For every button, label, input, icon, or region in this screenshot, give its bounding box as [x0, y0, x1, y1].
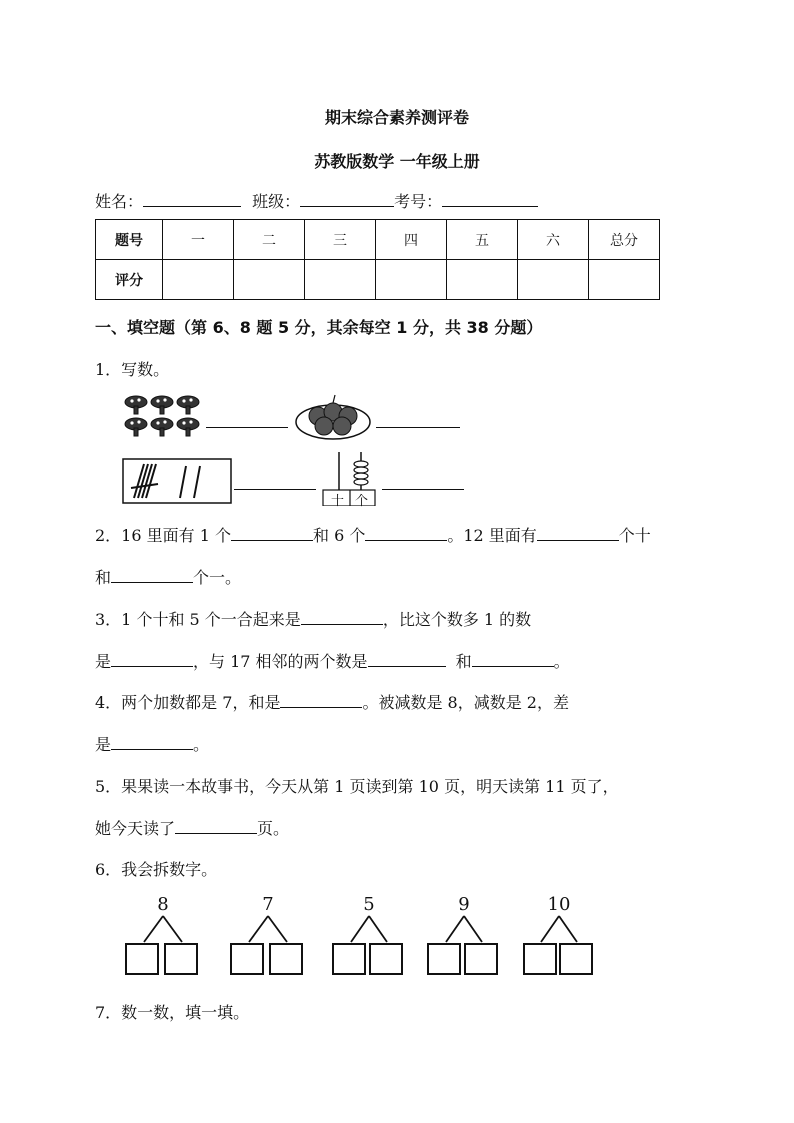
answer-blank[interactable]	[301, 610, 383, 625]
score-table	[95, 219, 660, 300]
score-cell[interactable]	[234, 260, 305, 300]
fruit-plate-icon	[294, 390, 372, 442]
answer-blank[interactable]	[368, 652, 446, 667]
class-field[interactable]	[300, 192, 394, 207]
question-text: 页。	[257, 819, 290, 838]
question-text: 。	[193, 735, 210, 754]
abacus-icon	[321, 452, 377, 506]
question-text: ，比这个数多 1 的数	[382, 610, 532, 629]
exam-no-field[interactable]	[442, 192, 538, 207]
score-cell[interactable]	[518, 260, 589, 300]
question-3-line-2	[95, 649, 570, 672]
decompose-item	[522, 894, 596, 978]
answer-blank[interactable]	[111, 735, 193, 750]
question-5-line-2	[95, 816, 289, 839]
score-cell[interactable]	[589, 260, 660, 300]
question-2-line-2	[95, 565, 241, 588]
question-4-line-1	[95, 690, 569, 713]
exam-title: 期末综合素养测评卷	[324, 108, 469, 127]
sticks-bundle-icon	[122, 458, 232, 504]
decompose-number: 8	[157, 894, 169, 915]
question-2-line-1	[95, 523, 651, 546]
question-5-line-1: 5．果果读一本故事书，今天从第 1 页读到第 10 页，明天读第 11 页了，	[95, 777, 619, 796]
decompose-number: 9	[458, 894, 470, 915]
section-heading: 一、填空题（第 6、8 题 5 分，其余每空 1 分，共 38 分题）	[95, 318, 543, 337]
branch-lines-icon	[426, 914, 502, 944]
answer-box[interactable]	[164, 943, 198, 975]
question-1: 1．写数。	[95, 360, 170, 379]
name-label: 姓名：	[95, 192, 144, 211]
answer-blank[interactable]	[537, 526, 619, 541]
answer-blank[interactable]	[234, 489, 316, 490]
question-text: 。12 里面有	[447, 526, 537, 545]
question-text: 2．16 里面有 1 个	[95, 526, 231, 545]
score-cell[interactable]	[163, 260, 234, 300]
score-table-header-row	[96, 220, 660, 260]
answer-blank[interactable]	[280, 693, 362, 708]
table-cell: 评分	[96, 260, 163, 300]
decompose-item	[331, 894, 407, 978]
student-info-row	[95, 189, 538, 212]
answer-box[interactable]	[523, 943, 557, 975]
answer-blank[interactable]	[206, 427, 288, 428]
answer-blank[interactable]	[472, 652, 554, 667]
question-4-line-2	[95, 732, 209, 755]
answer-box[interactable]	[369, 943, 403, 975]
table-cell: 二	[234, 220, 305, 260]
abacus-tens-label: 十	[331, 494, 345, 509]
table-cell: 三	[305, 220, 376, 260]
question-7: 7．数一数，填一填。	[95, 1003, 250, 1022]
question-text: 个十	[618, 526, 651, 545]
table-cell: 题号	[96, 220, 163, 260]
branch-lines-icon	[124, 914, 202, 944]
question-6: 6．我会拆数字。	[95, 860, 218, 879]
answer-box[interactable]	[464, 943, 498, 975]
answer-box[interactable]	[269, 943, 303, 975]
decompose-item	[426, 894, 502, 978]
exam-subtitle: 苏教版数学 一年级上册	[314, 152, 480, 171]
answer-blank[interactable]	[231, 526, 313, 541]
answer-blank[interactable]	[376, 427, 460, 428]
table-cell: 总分	[589, 220, 660, 260]
table-cell: 四	[376, 220, 447, 260]
decompose-number: 5	[363, 894, 375, 915]
branch-lines-icon	[331, 914, 407, 944]
question-text: 4．两个加数都是 7，和是	[95, 693, 281, 712]
score-cell[interactable]	[305, 260, 376, 300]
answer-blank[interactable]	[111, 652, 193, 667]
question-text: 和	[95, 568, 112, 587]
decompose-item	[124, 894, 202, 978]
branch-lines-icon	[229, 914, 307, 944]
score-cell[interactable]	[376, 260, 447, 300]
answer-box[interactable]	[332, 943, 366, 975]
mushroom-group-icon	[122, 393, 202, 441]
answer-box[interactable]	[230, 943, 264, 975]
answer-box[interactable]	[427, 943, 461, 975]
decompose-item	[229, 894, 307, 978]
question-text: 和 6 个	[312, 526, 366, 545]
answer-blank[interactable]	[175, 819, 257, 834]
question-text: 她今天读了	[95, 819, 176, 838]
question-text: 是	[95, 652, 112, 671]
answer-box[interactable]	[559, 943, 593, 975]
question-text: 。	[553, 652, 570, 671]
table-cell: 六	[518, 220, 589, 260]
question-text: ，与 17 相邻的两个数是	[193, 652, 368, 671]
table-cell: 五	[447, 220, 518, 260]
answer-blank[interactable]	[365, 526, 447, 541]
abacus	[321, 452, 377, 509]
score-cell[interactable]	[447, 260, 518, 300]
question-text: 个一。	[193, 568, 242, 587]
question-text: 3．1 个十和 5 个一合起来是	[95, 610, 301, 629]
question-3-line-1	[95, 607, 531, 630]
decompose-number: 10	[547, 894, 571, 915]
score-table-score-row	[96, 260, 660, 300]
exam-no-label: 考号：	[394, 192, 443, 211]
question-text: 。被减数是 8，减数是 2，差	[362, 693, 569, 712]
table-cell: 一	[163, 220, 234, 260]
question-text: 和	[455, 652, 472, 671]
question-text: 是	[95, 735, 112, 754]
decompose-number: 7	[262, 894, 274, 915]
answer-blank[interactable]	[382, 489, 464, 490]
abacus-ones-label: 个	[355, 494, 369, 509]
class-label: 班级：	[252, 192, 301, 211]
answer-box[interactable]	[125, 943, 159, 975]
name-field[interactable]	[143, 192, 241, 207]
answer-blank[interactable]	[111, 568, 193, 583]
branch-lines-icon	[522, 914, 596, 944]
